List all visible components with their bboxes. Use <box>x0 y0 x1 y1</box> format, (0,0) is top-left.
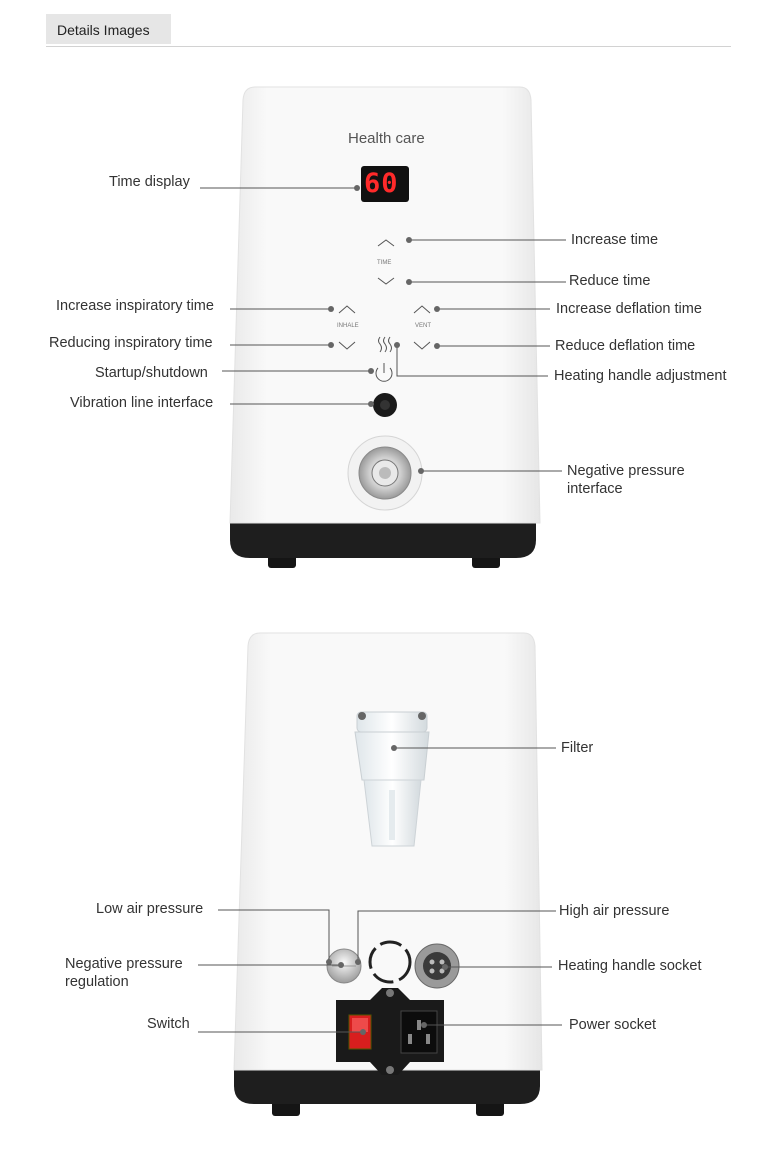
brand-text: Health care <box>348 130 425 147</box>
label-switch: Switch <box>147 1016 190 1032</box>
label-reduce-deflation: Reduce deflation time <box>555 338 696 354</box>
label-time-display: Time display <box>109 174 190 190</box>
label-vibration-interface: Vibration line interface <box>70 395 214 411</box>
front-base <box>230 523 536 558</box>
label-negative-interface-1: Negative pressure <box>567 463 685 479</box>
label-heating-socket: Heating handle socket <box>558 958 702 974</box>
label-filter: Filter <box>561 740 594 756</box>
label-heating-adjust: Heating handle adjustment <box>554 368 727 384</box>
label-reduce-time: Reduce time <box>569 273 651 289</box>
label-reducing-inspiratory: Reducing inspiratory time <box>49 335 213 351</box>
label-low-air-pressure: Low air pressure <box>96 901 204 917</box>
label-startup-shutdown: Startup/shutdown <box>95 365 208 381</box>
label-increase-deflation: Increase deflation time <box>556 301 702 317</box>
label-neg-regulation-2: regulation <box>65 974 129 990</box>
time-label: TIME <box>377 260 392 266</box>
label-power-socket: Power socket <box>569 1017 657 1033</box>
label-negative-interface-2: interface <box>567 481 623 497</box>
label-increase-time: Increase time <box>571 232 659 248</box>
back-device-illustration <box>0 600 780 1160</box>
time-display-value: 60 <box>364 168 399 199</box>
label-increase-inspiratory: Increase inspiratory time <box>56 298 214 314</box>
inhale-label: INHALE <box>337 323 359 329</box>
back-base <box>234 1070 540 1104</box>
power-socket-inlet <box>401 1011 437 1053</box>
vent-label: VENT <box>415 323 432 329</box>
label-neg-regulation-1: Negative pressure <box>65 956 183 972</box>
section-title: Details Images <box>46 14 171 44</box>
label-high-air-pressure: High air pressure <box>559 903 670 919</box>
